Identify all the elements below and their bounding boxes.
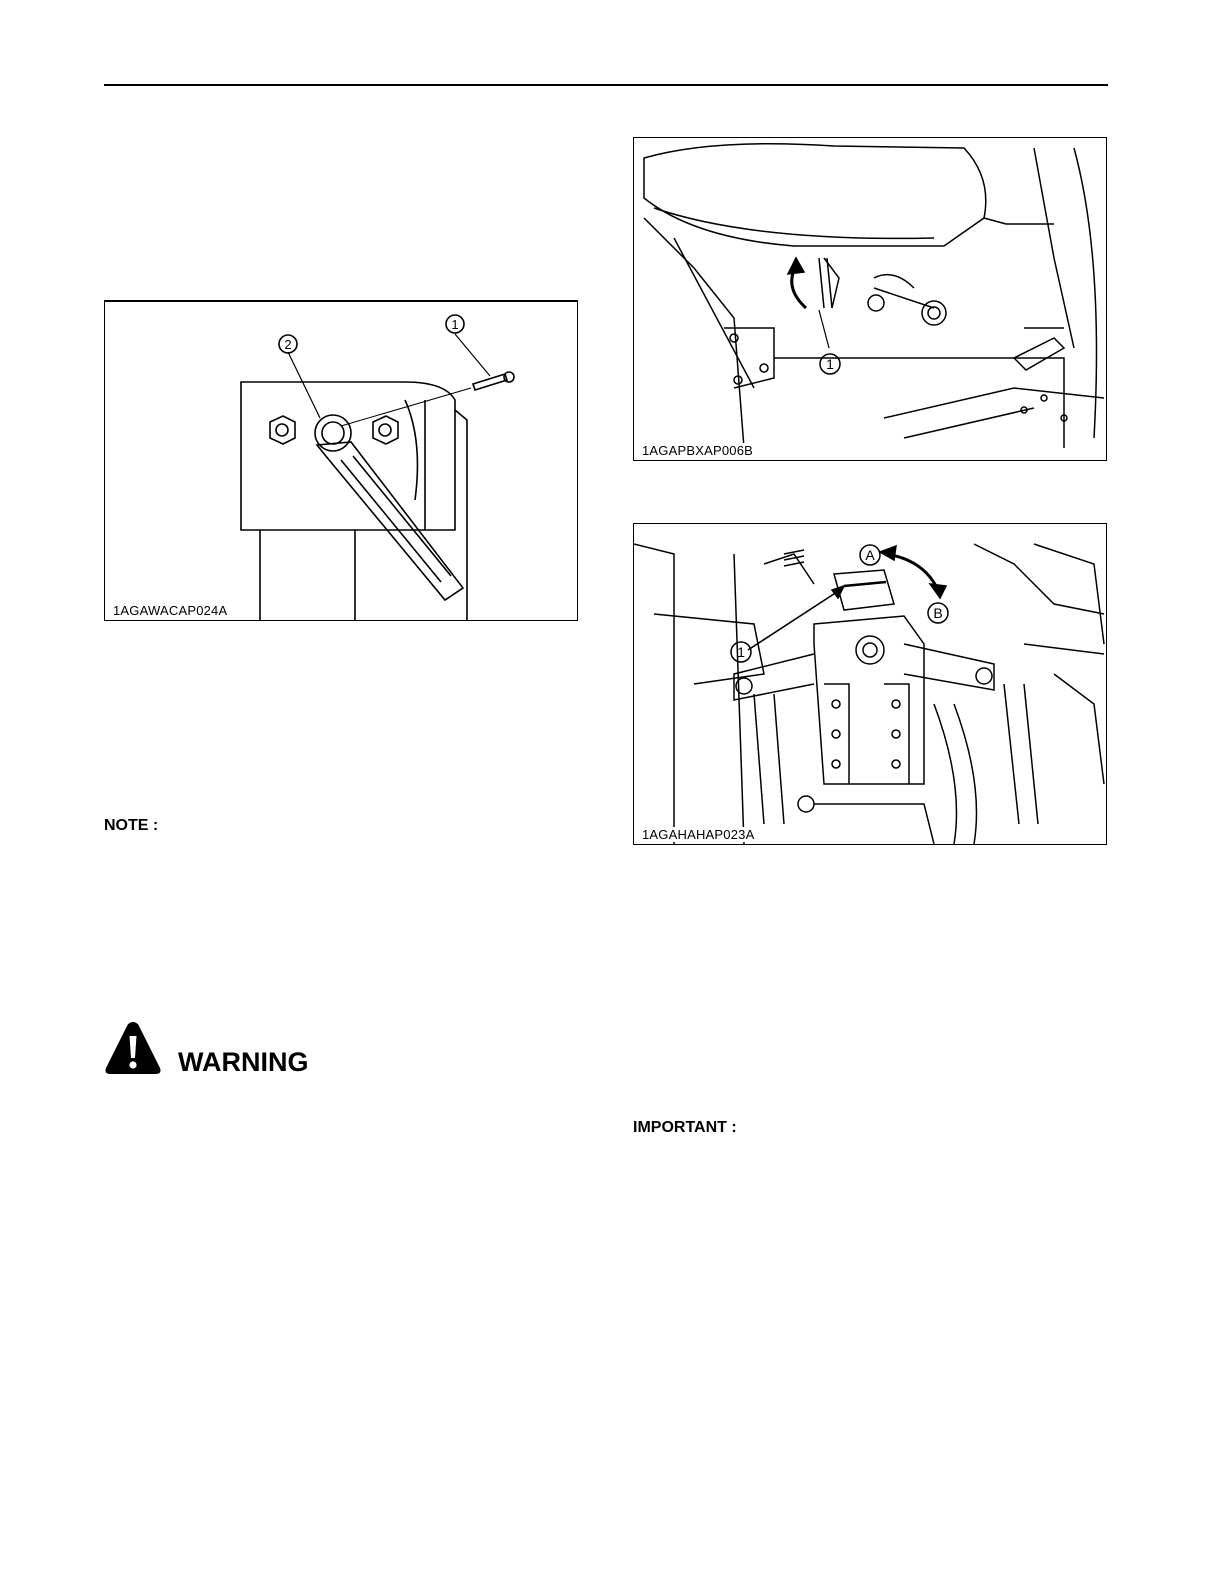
figure-label-seat: 1AGAPBXAP006B [642,443,753,458]
figure-wrench [104,300,578,621]
figure-hitch [633,523,1107,845]
important-heading: IMPORTANT : [633,1119,737,1136]
header-rule [104,84,1108,86]
callout-2-text: 2 [284,337,292,352]
warning-triangle-icon [104,1020,162,1076]
hitch-illustration [634,524,1106,844]
callout-b-text: B [933,605,943,621]
wrench-illustration [105,300,577,620]
callout-1-text: 1 [451,317,459,332]
warning-heading: WARNING [178,1047,309,1077]
warning-banner [104,1020,364,1078]
callout-1-text: 1 [826,356,834,372]
callout-a-text: A [865,547,875,563]
note-heading: NOTE : [104,817,159,834]
figure-seat [633,137,1107,461]
figure-label-hitch: 1AGAHAHAP023A [642,827,755,842]
figure-label-wrench: 1AGAWACAP024A [113,603,228,618]
seat-illustration [634,138,1106,460]
callout-1-text: 1 [737,644,745,660]
